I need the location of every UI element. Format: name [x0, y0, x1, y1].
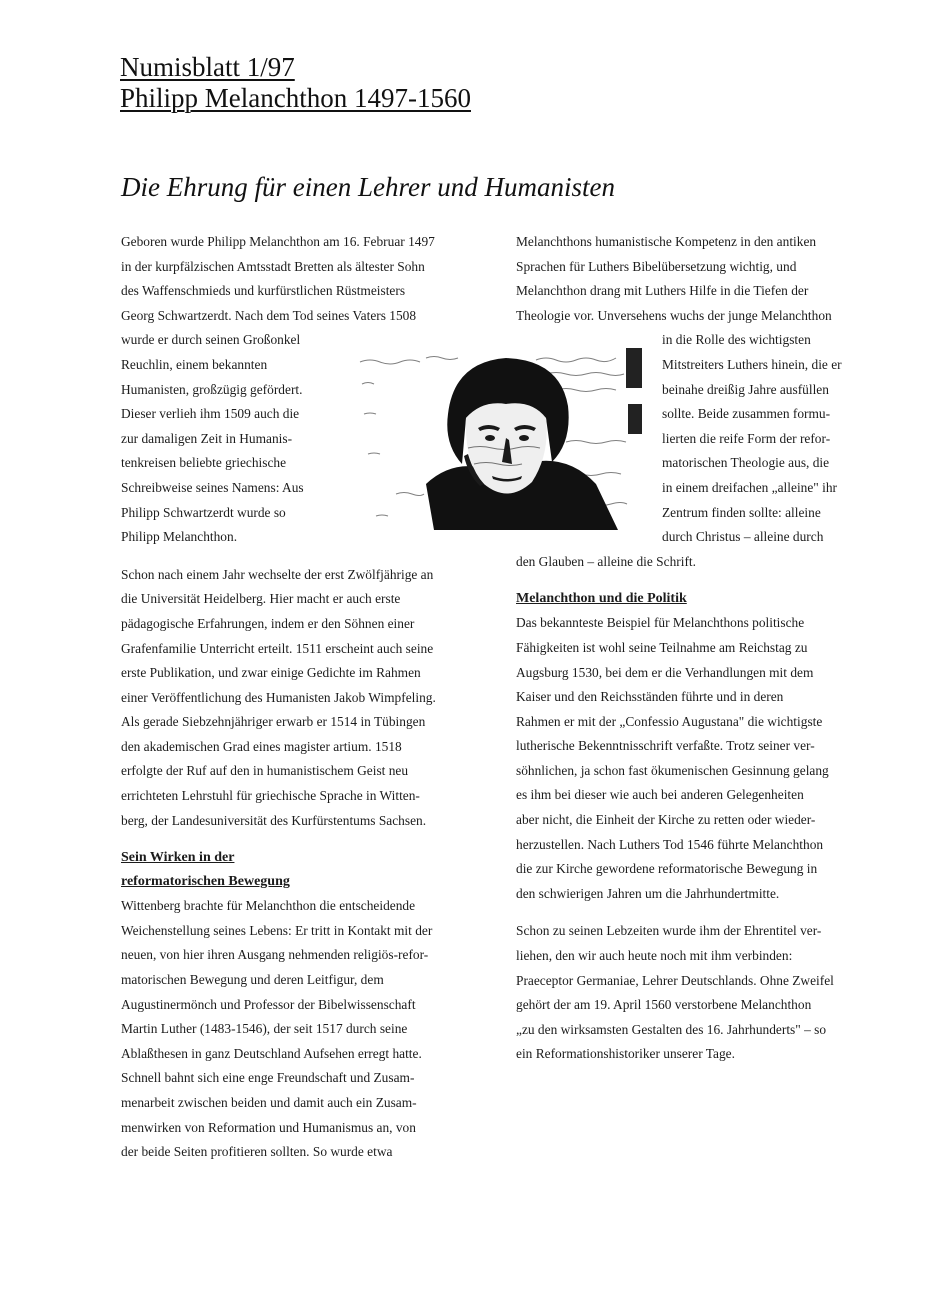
text-line: gehört der am 19. April 1560 verstorbene Melanchthon — [516, 997, 812, 1013]
text-line: liehen, den wir auch heute noch mit ihm verbinden: — [516, 948, 793, 964]
text-line: Schreibweise seines Namens: Aus — [121, 479, 304, 495]
text-line: der beide Seiten profitieren sollten. So wurde etwa — [121, 1144, 393, 1160]
text-line: Praeceptor Germaniae, Lehrer Deutschlands. Ohne Zweifel — [516, 972, 834, 988]
text-line: in der kurpfälzischen Amtsstadt Bretten als ältester Sohn — [121, 258, 425, 274]
text-line: ein Reformationshistoriker unserer Tage. — [516, 1046, 735, 1062]
text-line: Wittenberg brachte für Melanchthon die entscheidende — [121, 898, 416, 914]
text-line: den akademischen Grad eines magister artium. 1518 — [121, 738, 402, 754]
text-line: Theologie vor. Unversehens wuchs der junge Melanchthon — [516, 307, 832, 323]
text-line: es ihm bei dieser wie auch bei anderen Gelegenheiten — [516, 787, 804, 803]
text-line: in einem dreifachen „alleine" ihr — [662, 479, 837, 495]
text-line: aber nicht, die Einheit der Kirche zu retten oder wieder- — [516, 812, 816, 828]
document-title: Numisblatt 1/97 — [120, 52, 295, 82]
text-line: durch Christus – alleine durch — [662, 529, 824, 545]
text-line: einer Veröffentlichung des Humanisten Jakob Wimpfeling. — [121, 689, 436, 705]
text-line: Augustinermönch und Professor der Bibelwissenschaft — [121, 996, 416, 1012]
text-line: neuen, von hier ihren Ausgang nehmenden religiös-refor- — [121, 947, 429, 963]
text-line: Philipp Schwartzerdt wurde so — [121, 504, 286, 520]
text-line: herzustellen. Nach Luthers Tod 1546 führte Melanchthon — [516, 836, 824, 852]
text-line: des Waffenschmieds und kurfürstlichen Rüstmeisters — [121, 283, 406, 299]
text-line: berg, der Landesuniversität des Kurfürstentums Sachsen. — [121, 812, 427, 828]
text-line: menarbeit zwischen beiden und damit auch ein Zusam- — [121, 1095, 417, 1110]
text-line: Martin Luther (1483-1546), der seit 1517 durch seine — [121, 1021, 408, 1037]
text-line: die Universität Heidelberg. Hier macht er auch erste — [121, 591, 401, 607]
text-line: söhnlichen, ja schon fast ökumenischen Gesinnung gelang — [516, 762, 829, 778]
paragraph-education — [121, 563, 481, 834]
section-heading-reformation-cont: reformatorischen Bewegung — [121, 874, 290, 890]
text-line: pädagogische Erfahrungen, indem er den Söhnen einer — [121, 615, 415, 631]
text-line: die zur Kirche gewordene reformatorische Bewegung in — [516, 861, 818, 877]
text-line: Als gerade Siebzehnjähriger erwarb er 1514 in Tübingen — [121, 714, 426, 730]
text-line: Fähigkeiten ist wohl seine Teilnahme am Reichstag zu — [516, 639, 808, 655]
text-line: wurde er durch seinen Großonkel — [121, 332, 301, 348]
melanchthon-portrait-icon — [356, 344, 646, 530]
text-line: errichteten Lehrstuhl für griechische Sprache in Witten- — [121, 788, 420, 804]
section-heading-reformation: Sein Wirken in der — [121, 850, 235, 866]
paragraph-politics — [516, 611, 866, 906]
text-line: den schwierigen Jahren um die Jahrhundertmitte. — [516, 885, 780, 901]
text-line: menwirken von Reformation und Humanismus an, von — [121, 1119, 416, 1135]
text-line: Melanchthon drang mit Luthers Hilfe in die Tiefen der — [516, 283, 809, 299]
text-line: Augsburg 1530, bei dem er die Verhandlungen mit dem — [516, 664, 814, 680]
text-line: Geboren wurde Philipp Melanchthon am 16. Februar 1497 — [121, 234, 435, 249]
text-line: Rahmen er mit der „Confessio Augustana" die wichtigste — [516, 713, 823, 729]
text-line: Philipp Melanchthon. — [121, 529, 238, 545]
text-line: Humanisten, großzügig gefördert. — [121, 381, 303, 397]
document-subject: Philipp Melanchthon 1497-1560 — [120, 83, 471, 113]
text-line: matorischen Theologie aus, die — [662, 455, 830, 471]
text-line: Schon nach einem Jahr wechselte der erst Zwölfjährige an — [121, 566, 434, 582]
text-line: beinahe dreißig Jahre ausfüllen — [662, 381, 829, 397]
text-line: den Glauben – alleine die Schrift. — [516, 553, 696, 569]
text-line: Weichenstellung seines Lebens: Er tritt in Kontakt mit der — [121, 922, 433, 938]
text-line: Schnell bahnt sich eine enge Freundschaft und Zusam- — [121, 1070, 415, 1086]
text-line: erste Publikation, und zwar einige Gedichte im Rahmen — [121, 665, 421, 681]
text-line: erfolgte der Ruf auf den in humanistischem Geist neu — [121, 763, 409, 779]
text-line: „zu den wirksamsten Gestalten des 16. Jahrhunderts" – so — [516, 1021, 827, 1037]
text-line: Ablaßthesen in ganz Deutschland Aufsehen erregt hatte. — [121, 1045, 422, 1061]
text-line: Kaiser und den Reichsständen führte und in deren — [516, 689, 784, 705]
text-line: lutherische Bekenntnisschrift verfaßte. Trotz seiner ver- — [516, 738, 815, 754]
paragraph-wittenberg — [121, 894, 481, 1165]
text-line: Georg Schwartzerdt. Nach dem Tod seines Vaters 1508 — [121, 307, 417, 323]
text-line: Melanchthons humanistische Kompetenz in den antiken — [516, 234, 817, 249]
text-line: lierten die reife Form der refor- — [662, 430, 831, 446]
text-line: matorischen Bewegung und deren Leitfigur, dem — [121, 972, 384, 988]
text-line: zur damaligen Zeit in Humanis- — [121, 430, 293, 446]
text-line: in die Rolle des wichtigsten — [662, 332, 811, 348]
paragraph-legacy — [516, 919, 866, 1067]
section-heading-politics: Melanchthon und die Politik — [516, 591, 687, 607]
text-line: Zentrum finden sollte: alleine — [662, 504, 821, 520]
page-header — [120, 52, 471, 114]
text-line: Das bekannteste Beispiel für Melanchthons politische — [516, 615, 805, 631]
text-line: Reuchlin, einem bekannten — [121, 356, 268, 372]
text-line: tenkreisen beliebte griechische — [121, 455, 287, 471]
text-line: Schon zu seinen Lebzeiten wurde ihm der Ehrentitel ver- — [516, 923, 822, 939]
article-subtitle: Die Ehrung für einen Lehrer und Humanisten — [121, 172, 615, 202]
text-line: Mitstreiters Luthers hinein, die er — [662, 356, 842, 372]
text-line: Sprachen für Luthers Bibelübersetzung wichtig, und — [516, 258, 797, 274]
text-line: Dieser verlieh ihm 1509 auch die — [121, 406, 300, 422]
text-line: Grafenfamilie Unterricht erteilt. 1511 erscheint auch seine — [121, 640, 434, 656]
text-line: sollte. Beide zusammen formu- — [662, 406, 831, 422]
